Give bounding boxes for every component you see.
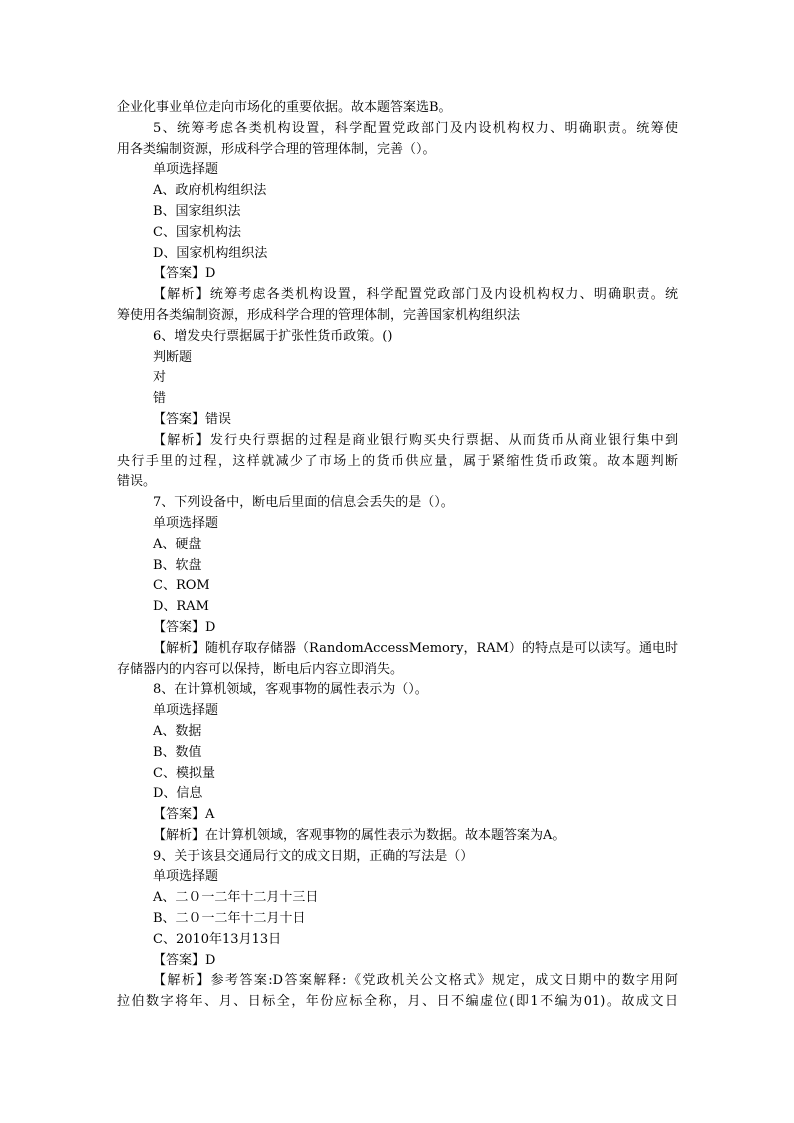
text-line: 【答案】D: [153, 619, 216, 635]
text-line: 存储器内的内容可以保持，断电后内容立即消失。: [117, 661, 404, 677]
text-line: 判断题: [153, 349, 193, 365]
text-line: 【解析】发行央行票据的过程是商业银行购买央行票据、从而货币从商业银行集中到: [153, 432, 678, 448]
text-line: 9、关于该县交通局行文的成文日期，正确的写法是（）: [153, 848, 474, 864]
text-line: 【答案】D: [153, 952, 216, 968]
text-line: C、国家机构法: [153, 224, 241, 240]
text-line: B、国家组织法: [153, 203, 241, 219]
text-line: B、数值: [153, 744, 202, 760]
text-line: 【解析】随机存取存储器（RandomAccessMemory，RAM）的特点是可以读写。通电时: [153, 640, 678, 656]
text-line: 8、在计算机领域，客观事物的属性表示为（）。: [153, 682, 428, 698]
text-line: C、2010年13月13日: [153, 931, 282, 947]
text-line: C、ROM: [153, 578, 210, 594]
text-line: D、国家机构组织法: [153, 245, 268, 261]
text-line: 【解析】参考答案:D答案解释:《党政机关公文格式》规定，成文日期中的数字用阿: [153, 973, 678, 989]
text-line: 筹使用各类编制资源，形成科学合理的管理体制，完善国家机构组织法: [117, 307, 521, 323]
text-line: 单项选择题: [153, 869, 219, 885]
document-body: [117, 98, 678, 1013]
text-line: 拉伯数字将年、月、日标全，年份应标全称，月、日不编虚位(即1不编为01)。故成文日: [117, 994, 678, 1010]
text-line: 【解析】在计算机领域，客观事物的属性表示为数据。故本题答案为A。: [153, 827, 566, 843]
text-line: 单项选择题: [153, 703, 219, 719]
text-line: C、模拟量: [153, 765, 215, 781]
text-line: 央行手里的过程，这样就减少了市场上的货币供应量，属于紧缩性货币政策。故本题判断: [117, 453, 678, 469]
text-line: 错: [153, 391, 167, 407]
text-line: A、数据: [153, 723, 202, 739]
text-line: 单项选择题: [153, 162, 219, 178]
text-line: 【解析】统筹考虑各类机构设置，科学配置党政部门及内设机构权力、明确职责。统: [153, 287, 678, 303]
text-line: 【答案】D: [153, 266, 216, 282]
text-line: A、政府机构组织法: [153, 183, 267, 199]
text-line: 7、下列设备中，断电后里面的信息会丢失的是（）。: [153, 495, 454, 511]
text-line: 对: [153, 370, 167, 386]
text-line: 【答案】错误: [153, 411, 232, 427]
text-line: 单项选择题: [153, 515, 219, 531]
text-line: 6、增发央行票据属于扩张性货币政策。(): [153, 328, 393, 344]
text-line: A、硬盘: [153, 536, 202, 552]
text-line: D、信息: [153, 786, 203, 802]
text-line: 【答案】A: [153, 807, 215, 823]
text-line: B、二０一二年十二月十日: [153, 911, 306, 927]
text-line: 用各类编制资源，形成科学合理的管理体制，完善（）。: [117, 141, 436, 157]
text-line: A、二０一二年十二月十三日: [153, 890, 319, 906]
text-line: 错误。: [117, 474, 157, 490]
text-line: 5、统筹考虑各类机构设置，科学配置党政部门及内设机构权力、明确职责。统筹使: [153, 120, 678, 136]
text-line: B、软盘: [153, 557, 202, 573]
text-line: D、RAM: [153, 599, 209, 615]
text-line: 企业化事业单位走向市场化的重要依据。故本题答案选B。: [117, 100, 452, 115]
